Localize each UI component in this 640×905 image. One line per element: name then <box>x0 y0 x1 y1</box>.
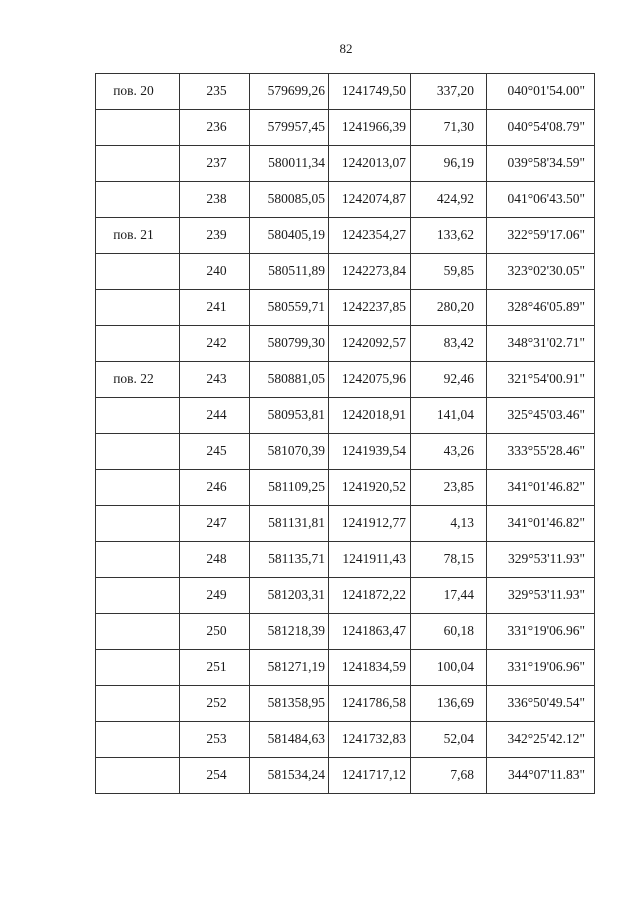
length-cell <box>411 218 487 254</box>
point-number-cell-text: 249 <box>206 587 227 602</box>
length-cell <box>411 398 487 434</box>
table-row <box>96 434 595 470</box>
direction-angle-cell <box>487 758 595 794</box>
length-cell <box>411 614 487 650</box>
direction-angle-cell-text: 341°01'46.82" <box>507 515 585 530</box>
point-number-cell <box>180 758 250 794</box>
section-cell <box>96 110 180 146</box>
direction-angle-cell-text: 331°19'06.96" <box>507 659 585 674</box>
direction-angle-cell <box>487 110 595 146</box>
point-number-cell-text: 244 <box>206 407 227 422</box>
y-coordinate-cell-text: 1241912,77 <box>341 515 406 530</box>
direction-angle-cell <box>487 254 595 290</box>
x-coordinate-cell-text: 581135,71 <box>268 551 325 566</box>
y-coordinate-cell-text: 1242092,57 <box>341 335 406 350</box>
direction-angle-cell <box>487 686 595 722</box>
length-cell-text: 78,15 <box>443 551 474 566</box>
x-coordinate-cell <box>250 434 329 470</box>
point-number-cell <box>180 326 250 362</box>
direction-angle-cell <box>487 506 595 542</box>
table-row <box>96 74 595 110</box>
length-cell-text: 43,26 <box>443 443 474 458</box>
length-cell-text: 4,13 <box>450 515 474 530</box>
direction-angle-cell <box>487 146 595 182</box>
x-coordinate-cell <box>250 146 329 182</box>
y-coordinate-cell-text: 1241939,54 <box>341 443 406 458</box>
y-coordinate-cell <box>329 398 411 434</box>
direction-angle-cell-text: 328°46'05.89" <box>507 299 585 314</box>
y-coordinate-cell <box>329 650 411 686</box>
length-cell-text: 96,19 <box>443 155 474 170</box>
x-coordinate-cell <box>250 182 329 218</box>
direction-angle-cell <box>487 434 595 470</box>
direction-angle-cell-text: 336°50'49.54" <box>507 695 585 710</box>
length-cell <box>411 650 487 686</box>
y-coordinate-cell <box>329 758 411 794</box>
x-coordinate-cell-text: 579957,45 <box>267 119 325 134</box>
length-cell <box>411 758 487 794</box>
length-cell <box>411 74 487 110</box>
direction-angle-cell-text: 342°25'42.12" <box>507 731 585 746</box>
length-cell <box>411 470 487 506</box>
length-cell-text: 136,69 <box>436 695 474 710</box>
x-coordinate-cell <box>250 506 329 542</box>
point-number-cell-text: 246 <box>206 479 227 494</box>
direction-angle-cell-text: 040°01'54.00" <box>507 83 585 98</box>
section-cell <box>96 326 180 362</box>
point-number-cell-text: 252 <box>206 695 227 710</box>
point-number-cell <box>180 398 250 434</box>
y-coordinate-cell <box>329 254 411 290</box>
table-row <box>96 110 595 146</box>
direction-angle-cell-text: 322°59'17.06" <box>507 227 585 242</box>
point-number-cell-text: 237 <box>206 155 227 170</box>
x-coordinate-cell <box>250 398 329 434</box>
x-coordinate-cell-text: 580799,30 <box>267 335 325 350</box>
length-cell-text: 133,62 <box>436 227 474 242</box>
point-number-cell-text: 240 <box>206 263 227 278</box>
length-cell <box>411 506 487 542</box>
point-number-cell-text: 254 <box>206 767 227 782</box>
direction-angle-cell-text: 348°31'02.71" <box>507 335 585 350</box>
length-cell-text: 71,30 <box>443 119 474 134</box>
table-row <box>96 650 595 686</box>
length-cell-text: 59,85 <box>443 263 474 278</box>
point-number-cell-text: 239 <box>206 227 227 242</box>
table-row <box>96 218 595 254</box>
y-coordinate-cell <box>329 722 411 758</box>
length-cell-text: 7,68 <box>450 767 474 782</box>
section-cell <box>96 434 180 470</box>
x-coordinate-cell-text: 580559,71 <box>267 299 325 314</box>
y-coordinate-cell <box>329 326 411 362</box>
length-cell <box>411 434 487 470</box>
direction-angle-cell <box>487 578 595 614</box>
y-coordinate-cell-text: 1241863,47 <box>341 623 406 638</box>
section-cell-text: пов. 22 <box>113 371 154 386</box>
point-number-cell <box>180 470 250 506</box>
length-cell <box>411 362 487 398</box>
x-coordinate-cell <box>250 362 329 398</box>
point-number-cell-text: 241 <box>206 299 227 314</box>
x-coordinate-cell <box>250 470 329 506</box>
length-cell-text: 100,04 <box>436 659 474 674</box>
y-coordinate-cell <box>329 686 411 722</box>
section-cell <box>96 758 180 794</box>
direction-angle-cell <box>487 470 595 506</box>
y-coordinate-cell <box>329 578 411 614</box>
x-coordinate-cell-text: 581218,39 <box>267 623 325 638</box>
point-number-cell <box>180 182 250 218</box>
section-cell <box>96 146 180 182</box>
x-coordinate-cell-text: 581203,31 <box>267 587 325 602</box>
x-coordinate-cell-text: 581109,25 <box>268 479 325 494</box>
x-coordinate-cell <box>250 254 329 290</box>
y-coordinate-cell <box>329 506 411 542</box>
direction-angle-cell <box>487 182 595 218</box>
length-cell <box>411 722 487 758</box>
section-cell <box>96 578 180 614</box>
direction-angle-cell <box>487 722 595 758</box>
length-cell-text: 141,04 <box>436 407 474 422</box>
y-coordinate-cell-text: 1242354,27 <box>341 227 406 242</box>
direction-angle-cell <box>487 398 595 434</box>
point-number-cell <box>180 722 250 758</box>
y-coordinate-cell-text: 1241834,59 <box>341 659 406 674</box>
y-coordinate-cell-text: 1241966,39 <box>341 119 406 134</box>
point-number-cell <box>180 74 250 110</box>
x-coordinate-cell <box>250 326 329 362</box>
page-number: 82 <box>339 41 353 56</box>
y-coordinate-cell <box>329 110 411 146</box>
point-number-cell-text: 248 <box>206 551 227 566</box>
point-number-cell <box>180 542 250 578</box>
x-coordinate-cell-text: 581070,39 <box>267 443 325 458</box>
y-coordinate-cell <box>329 362 411 398</box>
x-coordinate-cell-text: 581484,63 <box>267 731 325 746</box>
direction-angle-cell-text: 321°54'00.91" <box>507 371 585 386</box>
length-cell-text: 337,20 <box>436 83 474 98</box>
point-number-cell-text: 242 <box>206 335 227 350</box>
table-row <box>96 182 595 218</box>
x-coordinate-cell <box>250 218 329 254</box>
point-number-cell <box>180 254 250 290</box>
length-cell-text: 424,92 <box>436 191 474 206</box>
y-coordinate-cell-text: 1241911,43 <box>342 551 406 566</box>
length-cell <box>411 110 487 146</box>
length-cell <box>411 290 487 326</box>
point-number-cell <box>180 434 250 470</box>
y-coordinate-cell-text: 1241786,58 <box>341 695 406 710</box>
table-row <box>96 542 595 578</box>
point-number-cell-text: 245 <box>206 443 227 458</box>
point-number-cell-text: 251 <box>206 659 227 674</box>
length-cell <box>411 254 487 290</box>
length-cell-text: 17,44 <box>443 587 474 602</box>
point-number-cell-text: 238 <box>206 191 227 206</box>
table-row <box>96 362 595 398</box>
table-row <box>96 146 595 182</box>
table-row <box>96 506 595 542</box>
point-number-cell <box>180 110 250 146</box>
x-coordinate-cell <box>250 542 329 578</box>
point-number-cell-text: 235 <box>206 83 227 98</box>
y-coordinate-cell-text: 1241872,22 <box>341 587 406 602</box>
y-coordinate-cell-text: 1241749,50 <box>341 83 406 98</box>
section-cell <box>96 614 180 650</box>
x-coordinate-cell-text: 579699,26 <box>267 83 325 98</box>
length-cell <box>411 326 487 362</box>
y-coordinate-cell <box>329 74 411 110</box>
x-coordinate-cell-text: 581534,24 <box>267 767 325 782</box>
x-coordinate-cell <box>250 74 329 110</box>
direction-angle-cell-text: 039°58'34.59" <box>507 155 585 170</box>
y-coordinate-cell <box>329 290 411 326</box>
direction-angle-cell <box>487 290 595 326</box>
length-cell <box>411 542 487 578</box>
length-cell-text: 92,46 <box>443 371 474 386</box>
x-coordinate-cell <box>250 758 329 794</box>
direction-angle-cell <box>487 650 595 686</box>
x-coordinate-cell <box>250 650 329 686</box>
length-cell-text: 23,85 <box>443 479 474 494</box>
direction-angle-cell <box>487 362 595 398</box>
y-coordinate-cell-text: 1242273,84 <box>341 263 406 278</box>
section-cell <box>96 254 180 290</box>
x-coordinate-cell <box>250 290 329 326</box>
direction-angle-cell <box>487 614 595 650</box>
direction-angle-cell-text: 325°45'03.46" <box>507 407 585 422</box>
point-number-cell-text: 236 <box>206 119 227 134</box>
point-number-cell <box>180 578 250 614</box>
direction-angle-cell <box>487 326 595 362</box>
y-coordinate-cell <box>329 434 411 470</box>
length-cell <box>411 686 487 722</box>
x-coordinate-cell-text: 580953,81 <box>267 407 325 422</box>
length-cell-text: 60,18 <box>443 623 474 638</box>
direction-angle-cell-text: 331°19'06.96" <box>507 623 585 638</box>
point-number-cell <box>180 686 250 722</box>
length-cell <box>411 182 487 218</box>
direction-angle-cell-text: 329°53'11.93" <box>508 587 585 602</box>
y-coordinate-cell-text: 1241717,12 <box>341 767 406 782</box>
length-cell-text: 83,42 <box>443 335 474 350</box>
section-cell <box>96 650 180 686</box>
table-row <box>96 290 595 326</box>
y-coordinate-cell-text: 1242237,85 <box>341 299 406 314</box>
section-cell <box>96 362 180 398</box>
section-cell-text: пов. 21 <box>113 227 154 242</box>
table-row <box>96 614 595 650</box>
x-coordinate-cell-text: 580881,05 <box>267 371 325 386</box>
direction-angle-cell-text: 040°54'08.79" <box>507 119 585 134</box>
point-number-cell <box>180 506 250 542</box>
section-cell <box>96 290 180 326</box>
y-coordinate-cell-text: 1242013,07 <box>341 155 406 170</box>
length-cell <box>411 578 487 614</box>
section-cell <box>96 470 180 506</box>
y-coordinate-cell <box>329 470 411 506</box>
table-row <box>96 686 595 722</box>
table-row <box>96 254 595 290</box>
y-coordinate-cell <box>329 146 411 182</box>
section-cell <box>96 722 180 758</box>
table-row <box>96 578 595 614</box>
y-coordinate-cell <box>329 182 411 218</box>
x-coordinate-cell-text: 580511,89 <box>268 263 325 278</box>
table-row <box>96 326 595 362</box>
direction-angle-cell-text: 333°55'28.46" <box>507 443 585 458</box>
y-coordinate-cell <box>329 614 411 650</box>
section-cell <box>96 74 180 110</box>
x-coordinate-cell <box>250 722 329 758</box>
y-coordinate-cell-text: 1241920,52 <box>341 479 406 494</box>
direction-angle-cell-text: 041°06'43.50" <box>507 191 585 206</box>
section-cell <box>96 506 180 542</box>
direction-angle-cell <box>487 74 595 110</box>
y-coordinate-cell-text: 1242074,87 <box>341 191 406 206</box>
y-coordinate-cell-text: 1241732,83 <box>341 731 406 746</box>
section-cell <box>96 218 180 254</box>
point-number-cell-text: 253 <box>206 731 227 746</box>
y-coordinate-cell <box>329 542 411 578</box>
x-coordinate-cell <box>250 110 329 146</box>
point-number-cell <box>180 362 250 398</box>
section-cell <box>96 398 180 434</box>
point-number-cell <box>180 290 250 326</box>
x-coordinate-cell <box>250 686 329 722</box>
coordinates-table-body <box>96 74 595 794</box>
point-number-cell-text: 247 <box>206 515 227 530</box>
table-row <box>96 470 595 506</box>
x-coordinate-cell-text: 580085,05 <box>267 191 325 206</box>
y-coordinate-cell-text: 1242075,96 <box>341 371 406 386</box>
direction-angle-cell <box>487 218 595 254</box>
direction-angle-cell-text: 329°53'11.93" <box>508 551 585 566</box>
direction-angle-cell-text: 341°01'46.82" <box>507 479 585 494</box>
section-cell-text: пов. 20 <box>113 83 154 98</box>
length-cell-text: 52,04 <box>443 731 474 746</box>
length-cell <box>411 146 487 182</box>
direction-angle-cell-text: 344°07'11.83" <box>508 767 585 782</box>
y-coordinate-cell-text: 1242018,91 <box>341 407 406 422</box>
x-coordinate-cell-text: 581358,95 <box>267 695 325 710</box>
length-cell-text: 280,20 <box>436 299 474 314</box>
section-cell <box>96 542 180 578</box>
x-coordinate-cell <box>250 614 329 650</box>
x-coordinate-cell <box>250 578 329 614</box>
point-number-cell <box>180 218 250 254</box>
x-coordinate-cell-text: 580011,34 <box>268 155 325 170</box>
x-coordinate-cell-text: 580405,19 <box>267 227 325 242</box>
direction-angle-cell <box>487 542 595 578</box>
x-coordinate-cell-text: 581271,19 <box>267 659 325 674</box>
table-row <box>96 758 595 794</box>
section-cell <box>96 182 180 218</box>
table-row <box>96 398 595 434</box>
table-row <box>96 722 595 758</box>
y-coordinate-cell <box>329 218 411 254</box>
point-number-cell <box>180 650 250 686</box>
direction-angle-cell-text: 323°02'30.05" <box>507 263 585 278</box>
x-coordinate-cell-text: 581131,81 <box>268 515 325 530</box>
point-number-cell-text: 243 <box>206 371 227 386</box>
section-cell <box>96 686 180 722</box>
coordinates-table <box>95 73 595 794</box>
point-number-cell <box>180 146 250 182</box>
point-number-cell-text: 250 <box>206 623 227 638</box>
point-number-cell <box>180 614 250 650</box>
